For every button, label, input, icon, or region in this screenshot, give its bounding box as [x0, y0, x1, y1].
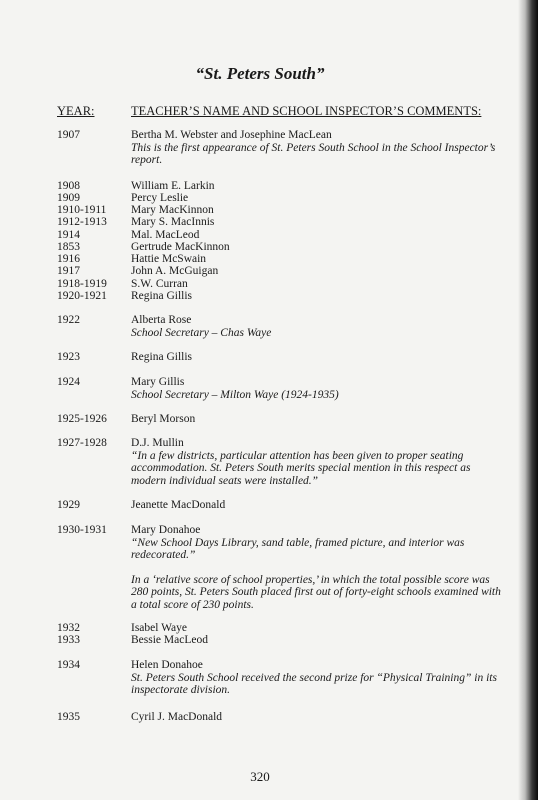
entry-body	[131, 634, 503, 647]
teacher-name: Helen Donahoe	[131, 659, 203, 671]
entry-body	[131, 216, 503, 229]
teacher-name: William E. Larkin	[131, 180, 215, 192]
entry-body	[131, 376, 503, 401]
entry-year: 1930-1931	[57, 524, 107, 536]
entry-body	[131, 290, 503, 303]
inspector-comment: St. Peters South School received the second prize for “Physical Training” in its inspectorate division.	[131, 671, 497, 696]
entry-body	[131, 229, 503, 242]
teacher-name: Hattie McSwain	[131, 253, 207, 265]
teacher-name: John A. McGuigan	[131, 265, 219, 277]
entry-body	[131, 499, 503, 512]
entry-year: 1909	[57, 192, 80, 204]
entry-body	[131, 659, 503, 697]
inspector-comment: “In a few districts, particular attention has been given to proper seating accommodation. St. Peters South merits special mention in this respect as modern individual seats were installed.”	[131, 449, 471, 487]
entry-year: 1932	[57, 622, 80, 634]
teacher-name: Mal. MacLeod	[131, 229, 200, 241]
teacher-name: Regina Gillis	[131, 351, 193, 363]
entry-year: 1912-1913	[57, 216, 107, 228]
entry-year: 1907	[57, 129, 80, 141]
entry-year: 1922	[57, 314, 80, 326]
inspector-comment: School Secretary – Chas Waye	[131, 326, 272, 339]
entry-body	[131, 437, 503, 487]
page-title: “St. Peters South”	[195, 64, 325, 83]
teacher-name: Percy Leslie	[131, 192, 189, 204]
teacher-name: Beryl Morson	[131, 413, 196, 425]
teacher-name: Bessie MacLeod	[131, 634, 208, 646]
teacher-name: Jeanette MacDonald	[131, 499, 226, 511]
entry-year: 1908	[57, 180, 80, 192]
comments-column-header: TEACHER’S NAME AND SCHOOL INSPECTOR’S COMMENTS:	[131, 104, 482, 118]
book-spine-edge	[518, 0, 538, 800]
entry-year: 1934	[57, 659, 80, 671]
entry-body	[131, 180, 503, 193]
entry-year: 1935	[57, 711, 80, 723]
entry-year: 1927-1928	[57, 437, 107, 449]
entry-body	[131, 192, 503, 205]
entry-year: 1853	[57, 241, 80, 253]
entry-body	[131, 241, 503, 254]
entry-body	[131, 413, 503, 426]
teacher-name: S.W. Curran	[131, 278, 188, 290]
entry-body	[131, 129, 503, 167]
year-column-header: YEAR:	[57, 104, 95, 118]
entry-body	[131, 204, 503, 217]
teacher-name: Gertrude MacKinnon	[131, 241, 230, 253]
teacher-name: Cyril J. MacDonald	[131, 711, 223, 723]
teacher-name: Mary Gillis	[131, 376, 185, 388]
entry-year: 1929	[57, 499, 80, 511]
entry-body	[131, 314, 503, 339]
teacher-name: Alberta Rose	[131, 314, 192, 326]
entry-body	[131, 253, 503, 266]
teacher-name: Mary Donahoe	[131, 524, 201, 536]
entry-year: 1916	[57, 253, 80, 265]
entry-year: 1918-1919	[57, 278, 107, 290]
inspector-comment: This is the first appearance of St. Peters South School in the School Inspector’s report.	[131, 141, 496, 166]
teacher-name: Mary MacKinnon	[131, 204, 214, 216]
teacher-name: Regina Gillis	[131, 290, 193, 302]
entry-year: 1914	[57, 229, 80, 241]
entry-body	[131, 711, 503, 724]
page-number: 320	[250, 769, 270, 784]
entry-body	[131, 622, 503, 635]
inspector-comment: “New School Days Library, sand table, framed picture, and interior was redecorated.”	[131, 536, 465, 561]
inspector-comment: School Secretary – Milton Waye (1924-1935)	[131, 388, 339, 401]
entry-year: 1920-1921	[57, 290, 107, 302]
entry-year: 1924	[57, 376, 80, 388]
inspector-comment: In a ‘relative score of school properties,’ in which the total possible score was 280 points, St. Peters South placed first out of forty-eight schools examined with a total score of 230 points.	[131, 573, 501, 611]
teacher-name: Bertha M. Webster and Josephine MacLean	[131, 129, 332, 141]
entry-body	[131, 351, 503, 364]
entry-body	[131, 265, 503, 278]
entry-year: 1923	[57, 351, 80, 363]
teacher-name: Mary S. MacInnis	[131, 216, 215, 228]
entry-body	[131, 524, 503, 611]
entry-year: 1910-1911	[57, 204, 107, 216]
entry-year: 1917	[57, 265, 80, 277]
entry-body	[131, 278, 503, 291]
teacher-name: Isabel Waye	[131, 622, 188, 634]
entry-year: 1933	[57, 634, 80, 646]
teacher-name: D.J. Mullin	[131, 437, 184, 449]
entry-year: 1925-1926	[57, 413, 107, 425]
